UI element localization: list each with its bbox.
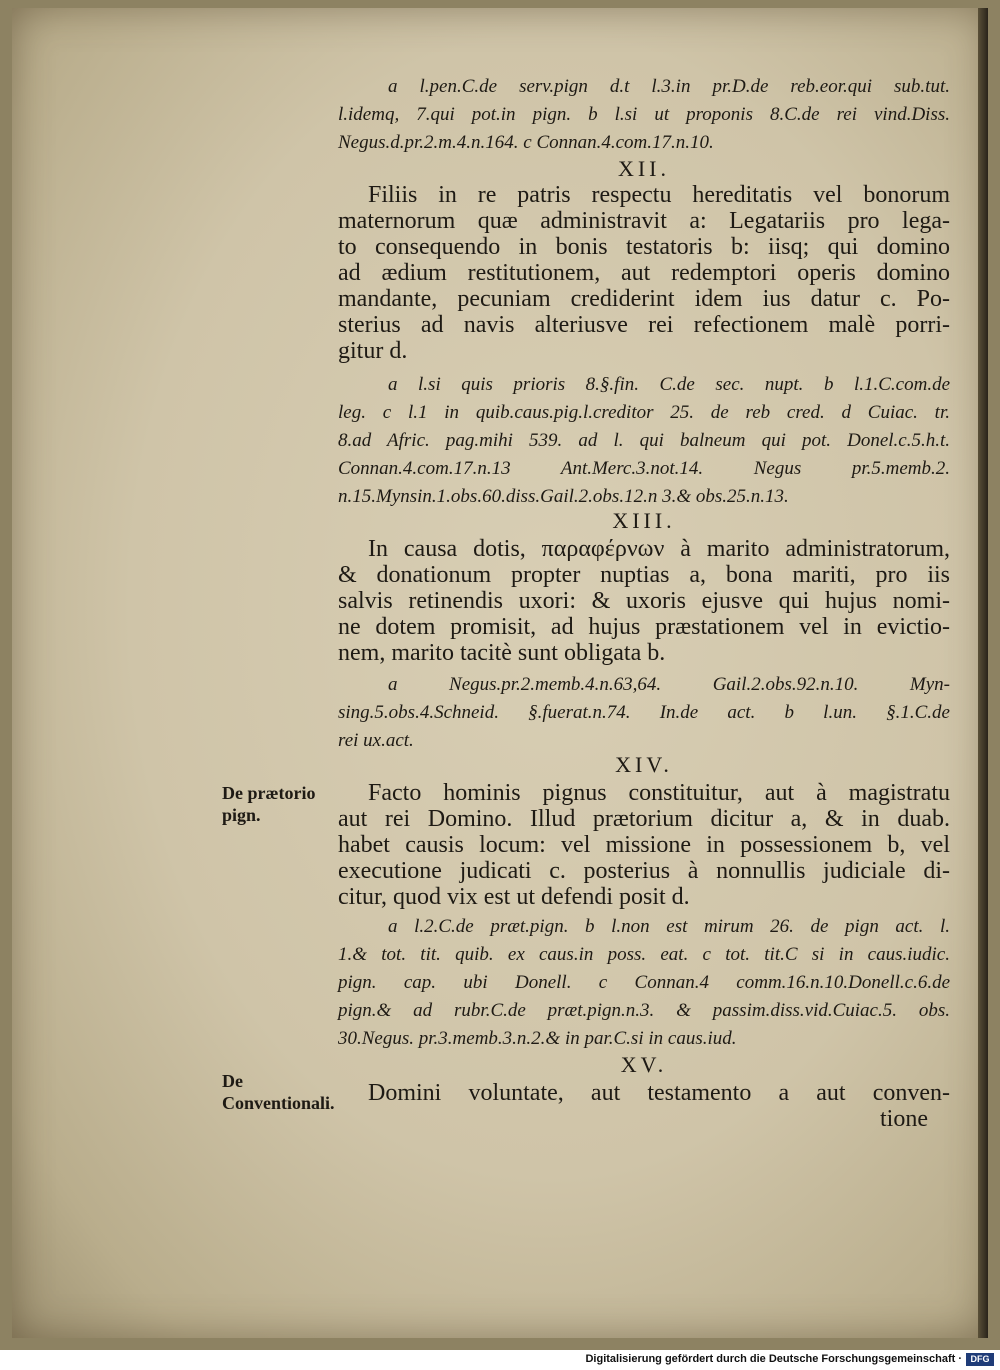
footnote-line: Negus.d.pr.2.m.4.n.164. c Connan.4.com.17.n.10. [338, 132, 714, 153]
footnote-line: sing.5.obs.4.Schneid. §.fuerat.n.74. In.de act. b l.un. §.1.C.de [338, 702, 950, 723]
footer-credit: Digitalisierung gefördert durch die Deutsche Forschungsgemeinschaft · [585, 1353, 962, 1365]
body-line: sterius ad navis alteriusve rei refectionem malè porri- [338, 312, 950, 338]
section-number: XIV. [615, 752, 673, 777]
footnote-line: a Negus.pr.2.memb.4.n.63,64. Gail.2.obs.92.n.10. Myn- [388, 674, 950, 695]
body-line: gitur d. [338, 338, 408, 364]
footnote-line: 30.Negus. pr.3.memb.3.n.2.& in par.C.si in caus.iud. [338, 1028, 737, 1049]
footnote-line: Connan.4.com.17.n.13 Ant.Merc.3.not.14. Negus pr.5.memb.2. [338, 458, 950, 479]
margin-note-conventionali: De Conventionali. [222, 1071, 335, 1113]
body-line: citur, quod vix est ut defendi posit d. [338, 884, 690, 910]
body-line: & donationum propter nuptias a, bona mariti, pro iis [338, 562, 950, 588]
footnote-line: 1.& tot. tit. quib. ex caus.in poss. eat. c tot. tit.C si in caus.iudic. [338, 944, 950, 965]
body-line: ne dotem promisit, ad hujus præstationem vel in evictio- [338, 614, 950, 640]
footnote-line: leg. c l.1 in quib.caus.pig.l.creditor 25. de reb cred. d Cuiac. tr. [338, 402, 950, 423]
dfg-logo-icon: DFG [966, 1353, 994, 1366]
footnote-line: pign.& ad rubr.C.de præt.pign.n.3. & passim.diss.vid.Cuiac.5. obs. [338, 1000, 950, 1021]
body-line: Domini voluntate, aut testamento a aut conven- [368, 1080, 950, 1106]
body-line: executione judicati c. posterius à nonnullis judiciale di- [338, 858, 950, 884]
margin-note-praetorio: De prætorio pign. [222, 783, 316, 825]
footnote-line: a l.2.C.de præt.pign. b l.non est mirum 26. de pign act. l. [388, 916, 950, 937]
footnote-line: 8.ad Afric. pag.mihi 539. ad l. qui balneum qui pot. Donel.c.5.h.t. [338, 430, 950, 451]
footnote-line: n.15.Mynsin.1.obs.60.diss.Gail.2.obs.12.n 3.& obs.25.n.13. [338, 486, 789, 507]
footnote-line: a l.pen.C.de serv.pign d.t l.3.in pr.D.de reb.eor.qui sub.tut. [388, 76, 950, 97]
section-number: XII. [617, 156, 671, 181]
body-line: Filiis in re patris respectu hereditatis vel bonorum [368, 182, 950, 208]
body-line: In causa dotis, παραφέρνων à marito administratorum, [368, 536, 950, 562]
body-line: Facto hominis pignus constituitur, aut à magistratu [368, 780, 950, 806]
body-line: habet causis locum: vel missione in possessionem b, vel [338, 832, 950, 858]
body-line: mandante, pecuniam crediderint idem ius datur c. Po- [338, 286, 950, 312]
book-gutter [978, 8, 988, 1338]
section-number: XIII. [612, 508, 676, 533]
body-line: maternorum quæ administravit a: Legatariis pro lega- [338, 208, 950, 234]
footnote-line: rei ux.act. [338, 730, 414, 751]
section-number: XV. [620, 1052, 668, 1077]
catchword: tione [880, 1106, 928, 1132]
footnote-line: l.idemq, 7.qui pot.in pign. b l.si ut proponis 8.C.de rei vind.Diss. [338, 104, 950, 125]
footnote-line: a l.si quis prioris 8.§.fin. C.de sec. nupt. b l.1.C.com.de [388, 374, 950, 395]
body-line: to consequendo in bonis testatoris b: iisq; qui domino [338, 234, 950, 260]
body-line: ad ædium restitutionem, aut redemptori operis domino [338, 260, 950, 286]
body-line: salvis retinendis uxori: & uxoris ejusve qui hujus nomi- [338, 588, 950, 614]
body-line: aut rei Domino. Illud prætorium dicitur a, & in duab. [338, 806, 950, 832]
footnote-line: pign. cap. ubi Donell. c Connan.4 comm.16.n.10.Donell.c.6.de [338, 972, 950, 993]
body-line: nem, marito tacitè sunt obligata b. [338, 640, 666, 666]
